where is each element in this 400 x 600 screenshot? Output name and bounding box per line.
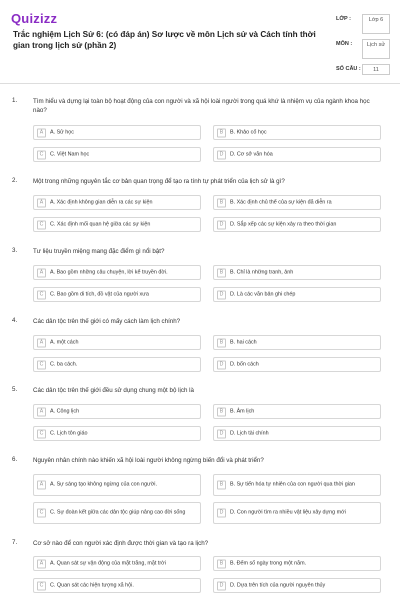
option-letter-c: C <box>37 429 46 438</box>
question-text: Nguyên nhân chính nào khiến xã hội loài người không ngừng biến đổi và phát triển? <box>33 457 264 464</box>
option-letter-b: B <box>217 338 226 347</box>
option-d[interactable] <box>213 287 381 302</box>
worksheet-header <box>0 0 400 84</box>
option-letter-a: A <box>37 268 46 277</box>
option-a[interactable] <box>33 335 201 350</box>
option-letter-c: C <box>37 220 46 229</box>
question-number: 5. <box>12 386 18 393</box>
option-b[interactable] <box>213 265 381 280</box>
option-d[interactable] <box>213 426 381 441</box>
option-text: D. Là các văn bản ghi chép <box>230 290 296 297</box>
quizizz-logo[interactable]: Quizizz <box>11 11 58 26</box>
question-number: 4. <box>12 317 18 324</box>
option-text: B. Sự tiến hóa tự nhiên của con người qua thời gian <box>230 481 355 488</box>
question-text: Các dân tộc trên thế giới đều sử dụng chung một bộ lịch là <box>33 387 194 394</box>
option-d[interactable] <box>213 147 381 162</box>
option-a[interactable] <box>33 265 201 280</box>
meta-class-value: Lớp 6 <box>362 14 390 34</box>
option-letter-a: A <box>37 481 46 490</box>
option-c[interactable] <box>33 287 201 302</box>
option-c[interactable] <box>33 502 201 524</box>
meta-subject-label: MÔN : <box>336 41 353 47</box>
option-a[interactable] <box>33 195 201 210</box>
option-letter-d: D <box>217 509 226 518</box>
question-text: Các dân tộc trên thế giới có mấy cách làm lịch chính? <box>33 318 181 325</box>
option-letter-d: D <box>217 150 226 159</box>
option-letter-a: A <box>37 128 46 137</box>
option-c[interactable] <box>33 578 201 593</box>
question-number: 1. <box>12 97 18 104</box>
option-b[interactable] <box>213 556 381 571</box>
option-letter-c: C <box>37 360 46 369</box>
option-b[interactable] <box>213 195 381 210</box>
option-text: D. Dựa trên tích của người nguyên thủy <box>230 581 326 588</box>
option-a[interactable] <box>33 556 201 571</box>
option-letter-a: A <box>37 198 46 207</box>
option-letter-b: B <box>217 559 226 568</box>
option-text: B. hai cách <box>230 338 257 345</box>
option-letter-d: D <box>217 429 226 438</box>
option-text: D. Con người tìm ra nhiều vật liệu xây dựng mới <box>230 509 346 516</box>
option-d[interactable] <box>213 357 381 372</box>
option-letter-c: C <box>37 290 46 299</box>
option-text: B. Xác định chủ thể của sự kiện đã diễn ra <box>230 198 332 205</box>
question-text: Cơ sở nào để con người xác định được thời gian và tạo ra lịch? <box>33 540 209 547</box>
option-letter-c: C <box>37 581 46 590</box>
option-b[interactable] <box>213 335 381 350</box>
option-d[interactable] <box>213 217 381 232</box>
question-number: 7. <box>12 539 18 546</box>
option-b[interactable] <box>213 474 381 496</box>
option-text: A. một cách <box>50 338 79 345</box>
option-c[interactable] <box>33 147 201 162</box>
meta-count-value: 11 <box>362 64 390 75</box>
option-text: B. Khảo cổ học <box>230 128 267 135</box>
option-d[interactable] <box>213 502 381 524</box>
question-text: Tư liệu truyền miệng mang đặc điểm gì nổi bật? <box>33 248 165 255</box>
option-text: B. Đếm số ngày trong một năm. <box>230 559 307 566</box>
option-text: C. ba cách. <box>50 360 78 367</box>
option-text: C. Quan sát các hiện tượng xã hội. <box>50 581 134 588</box>
option-letter-b: B <box>217 128 226 137</box>
option-text: C. Bao gồm di tích, đồ vật của người xưa <box>50 290 149 297</box>
option-letter-c: C <box>37 150 46 159</box>
option-text: C. Việt Nam học <box>50 150 90 157</box>
option-b[interactable] <box>213 404 381 419</box>
option-a[interactable] <box>33 125 201 140</box>
option-letter-d: D <box>217 581 226 590</box>
option-text: A. Quan sát sự vận động của mặt trăng, mặt trời <box>50 559 166 566</box>
option-text: D. Cơ sở văn hóa <box>230 150 273 157</box>
option-letter-b: B <box>217 198 226 207</box>
question-text: Tìm hiểu và dựng lại toàn bộ hoạt động của con người và xã hội loài người trong quá khứ là nhiệm vụ của ngành khoa học nào? <box>33 98 370 114</box>
meta-subject-value: Lịch sử <box>362 39 390 59</box>
question-text: Một trong những nguyên tắc cơ bản quan trọng để tạo ra tính tự phát triển của lịch sử là gì? <box>33 178 285 185</box>
page-title: Trắc nghiệm Lịch Sử 6: (có đáp án) Sơ lược về môn Lịch sử và Cách tính thời gian trong lịch sử (phần 2) <box>13 30 316 50</box>
option-text: B. Chỉ là những tranh, ảnh <box>230 268 294 275</box>
option-letter-a: A <box>37 338 46 347</box>
option-text: A. Sự sáng tạo không ngừng của con người. <box>50 481 157 488</box>
option-letter-b: B <box>217 481 226 490</box>
option-letter-c: C <box>37 509 46 518</box>
option-text: A. Bao gồm những câu chuyện, lời kể truyền đời. <box>50 268 168 275</box>
option-d[interactable] <box>213 578 381 593</box>
question-number: 3. <box>12 247 18 254</box>
option-letter-d: D <box>217 360 226 369</box>
option-letter-b: B <box>217 407 226 416</box>
option-c[interactable] <box>33 217 201 232</box>
option-letter-d: D <box>217 220 226 229</box>
option-c[interactable] <box>33 357 201 372</box>
option-a[interactable] <box>33 474 201 496</box>
question-number: 2. <box>12 177 18 184</box>
option-text: A. Công lịch <box>50 407 80 414</box>
option-text: A. Sử học <box>50 128 74 135</box>
option-text: D. Sắp xếp các sự kiện xảy ra theo thời gian <box>230 220 337 227</box>
option-b[interactable] <box>213 125 381 140</box>
option-letter-d: D <box>217 290 226 299</box>
option-text: C. Lịch tôn giáo <box>50 429 88 436</box>
option-a[interactable] <box>33 404 201 419</box>
option-text: C. Sự đoàn kết giữa các dân tộc giúp nâng cao đời sống <box>50 509 186 516</box>
option-text: B. Âm lịch <box>230 407 255 414</box>
option-letter-a: A <box>37 407 46 416</box>
option-c[interactable] <box>33 426 201 441</box>
option-letter-a: A <box>37 559 46 568</box>
question-number: 6. <box>12 456 18 463</box>
meta-class-label: LỚP : <box>336 16 351 22</box>
option-text: A. Xác định không gian diễn ra các sự kiện <box>50 198 153 205</box>
option-text: C. Xác định mối quan hệ giữa các sự kiện <box>50 220 151 227</box>
meta-count-label: SỐ CÂU : <box>336 66 361 72</box>
option-text: D. bốn cách <box>230 360 259 367</box>
option-letter-b: B <box>217 268 226 277</box>
option-text: D. Lịch tài chính <box>230 429 269 436</box>
